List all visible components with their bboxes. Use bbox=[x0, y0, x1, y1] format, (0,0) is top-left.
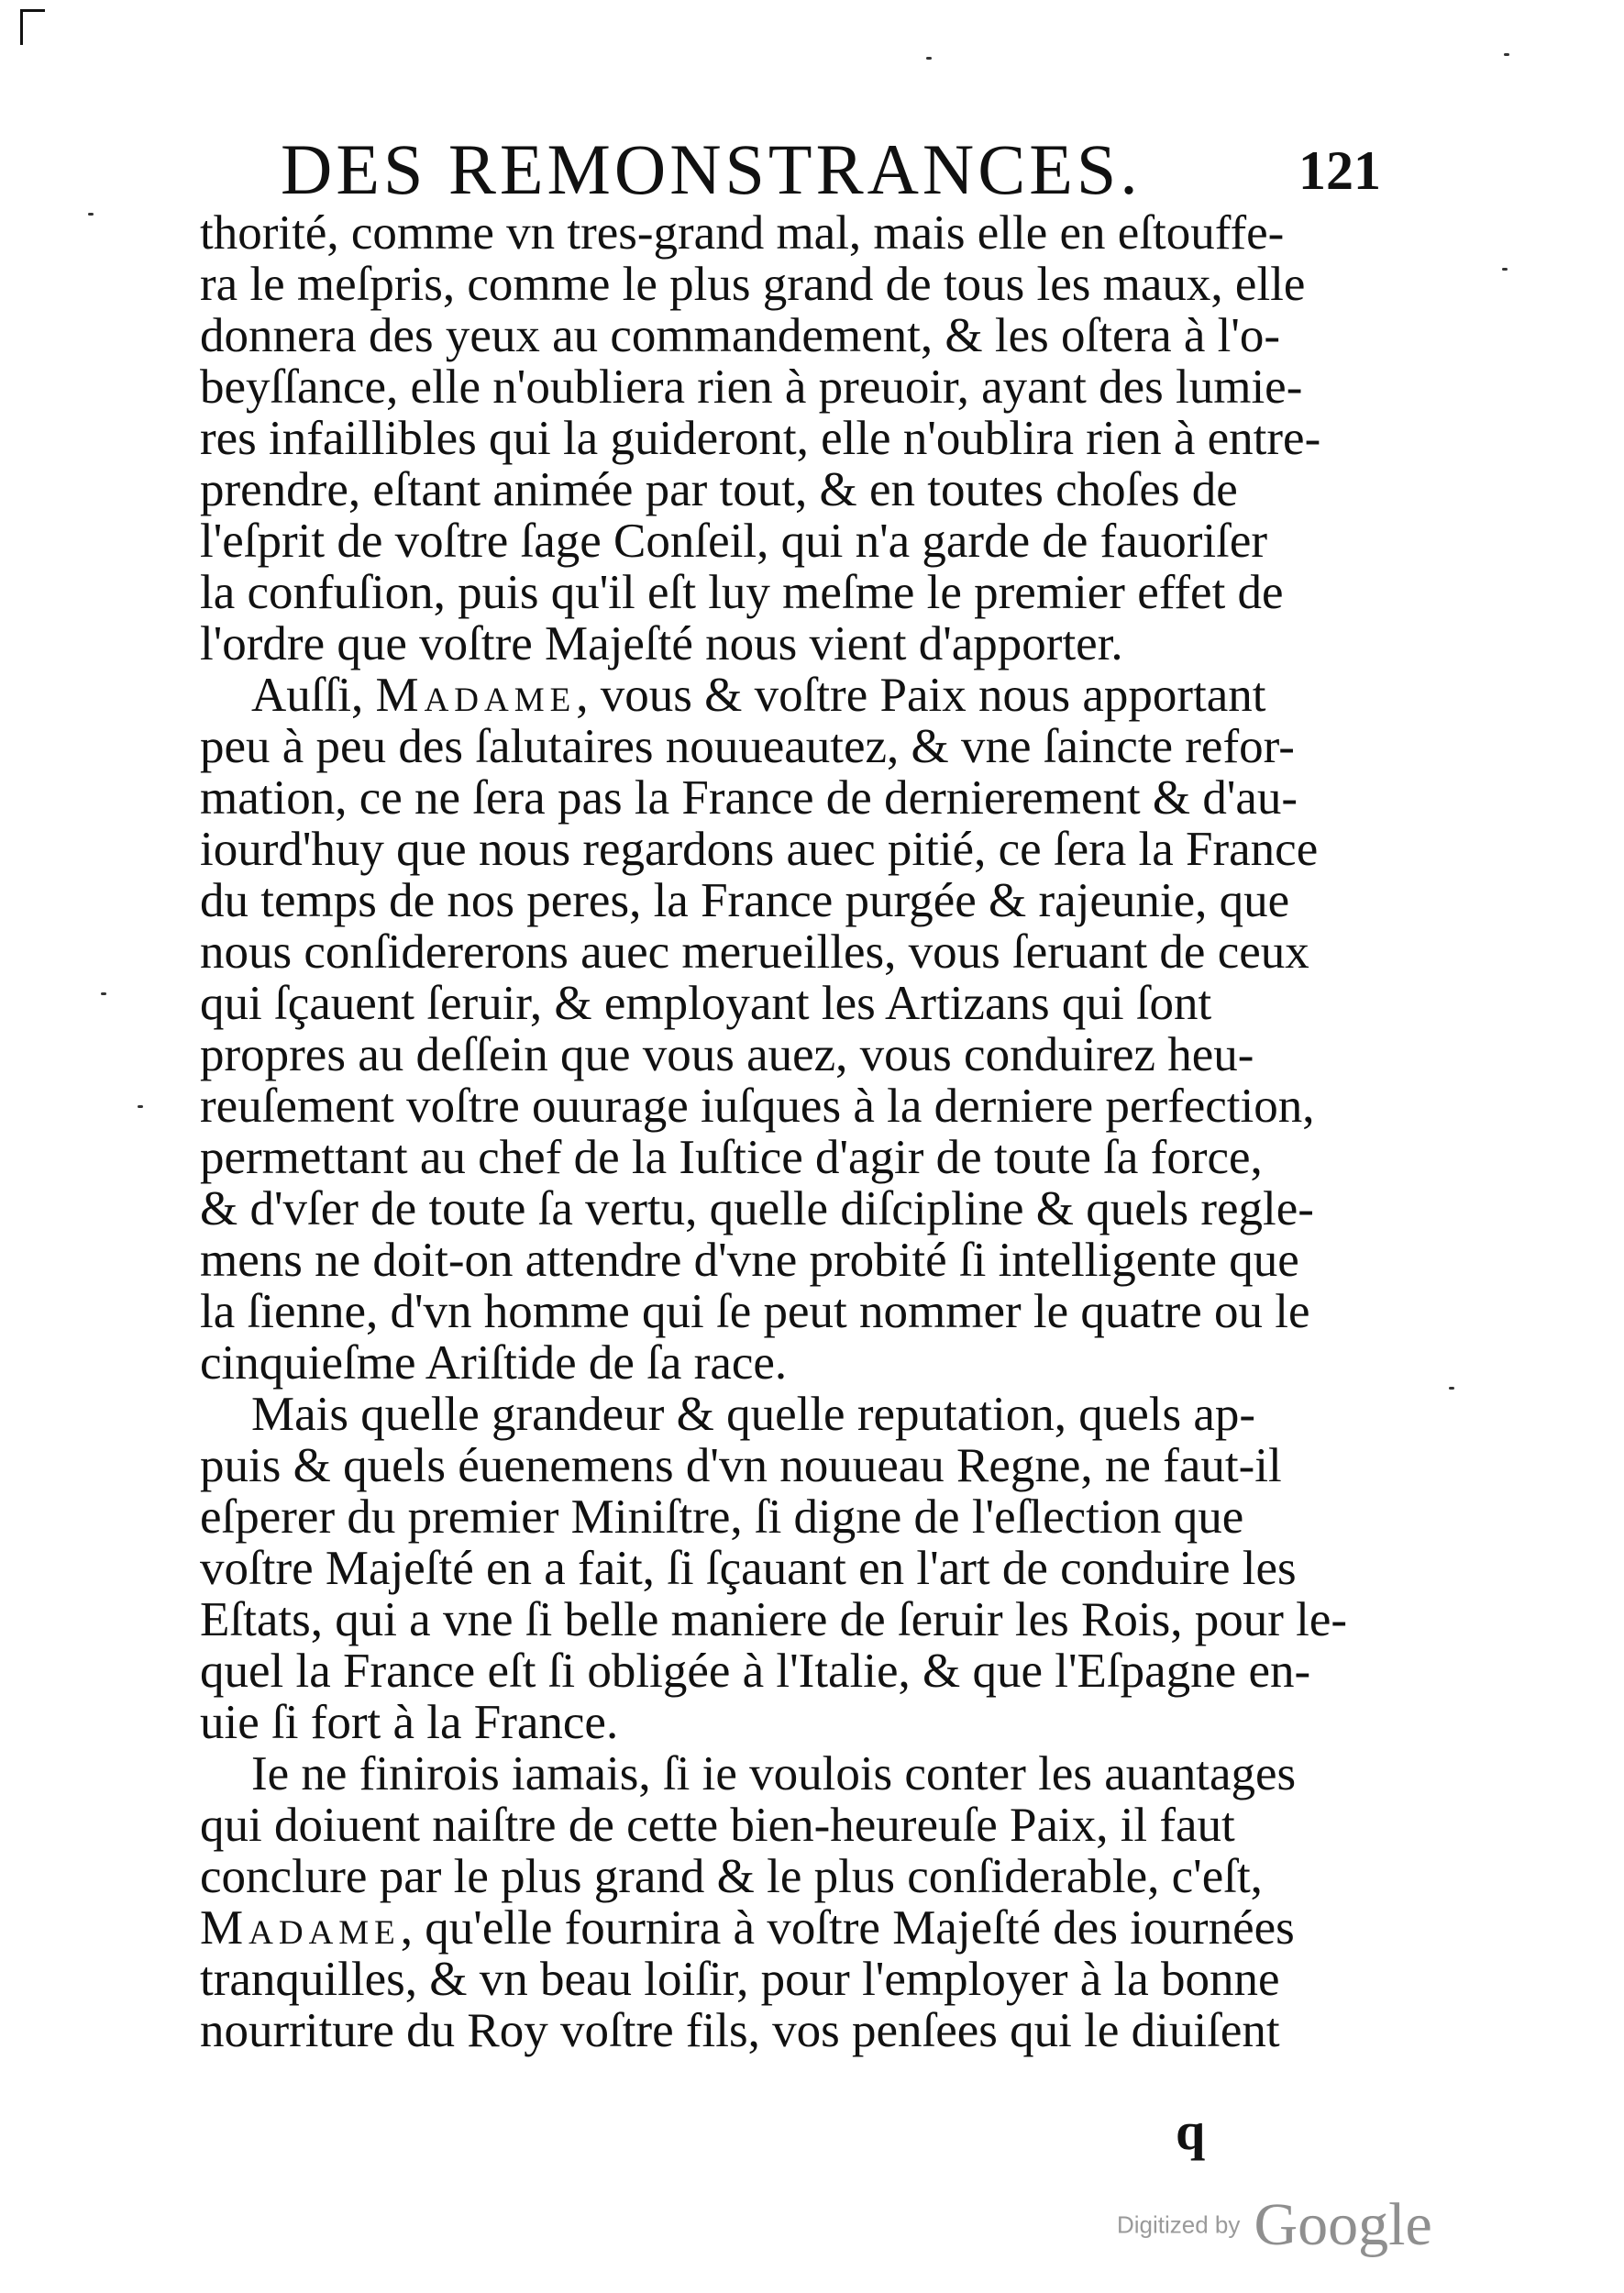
line-text: nourriture du Roy voſtre fils, vos penſees qui le diuiſent bbox=[200, 2004, 1280, 2057]
line-text: l'ordre que voſtre Majeſté nous vient d'apporter. bbox=[200, 617, 1123, 670]
text-line bbox=[200, 1594, 1353, 1645]
text-line bbox=[200, 772, 1353, 824]
text-line bbox=[200, 1902, 1353, 1954]
line-text: l'eſprit de voſtre ſage Conſeil, qui n'a garde de fauoriſer bbox=[200, 515, 1268, 568]
text-line bbox=[200, 207, 1353, 259]
text-line bbox=[200, 1851, 1353, 1902]
line-text: quel la France eſt ſi obligée à l'Italie, & que l'Eſpagne en- bbox=[200, 1645, 1311, 1698]
line-text: ra le meſpris, comme le plus grand de tous les maux, elle bbox=[200, 258, 1306, 311]
line-text: voſtre Majeſté en a fait, ſi ſçauant en l'art de conduire les bbox=[200, 1542, 1297, 1595]
text-line bbox=[200, 824, 1353, 875]
text-line bbox=[200, 1183, 1353, 1235]
text-line bbox=[200, 1491, 1353, 1543]
text-line bbox=[200, 1800, 1353, 1851]
scan-speck bbox=[1449, 1387, 1454, 1390]
line-text: iourd'huy que nous regardons auec pitié, ce ſera la France bbox=[200, 823, 1319, 876]
text-line bbox=[200, 618, 1353, 670]
text-line bbox=[200, 1337, 1353, 1389]
scan-speck bbox=[101, 992, 106, 995]
line-text: eſperer du premier Miniſtre, ſi digne de l'eſlection que bbox=[200, 1490, 1244, 1544]
line-text: propres au deſſein que vous auez, vous conduirez heu- bbox=[200, 1028, 1254, 1081]
page-number: 121 bbox=[1298, 140, 1381, 201]
line-text: puis & quels éuenemens d'vn nouueau Regne, ne faut-il bbox=[200, 1439, 1282, 1492]
line-text: qui ſçauent ſeruir, & employant les Artizans qui ſont bbox=[200, 977, 1212, 1030]
text-line bbox=[200, 515, 1353, 567]
line-text: tranquilles, & vn beau loiſir, pour l'employer à la bonne bbox=[200, 1953, 1280, 2006]
digitized-watermark bbox=[1117, 2190, 1432, 2264]
text-line bbox=[200, 1440, 1353, 1491]
line-text-post: , vous & voſtre Paix nous apportant bbox=[576, 669, 1266, 722]
text-line bbox=[200, 464, 1353, 515]
text-line bbox=[200, 1286, 1353, 1337]
text-line bbox=[200, 1954, 1353, 2005]
text-line bbox=[200, 670, 1353, 721]
text-line bbox=[200, 310, 1353, 361]
text-line bbox=[200, 2005, 1353, 2056]
corner-crop-mark bbox=[20, 9, 45, 45]
text-line bbox=[200, 875, 1353, 926]
page-header bbox=[281, 128, 1381, 211]
line-text: du temps de nos peres, la France purgée & rajeunie, que bbox=[200, 874, 1290, 927]
text-line bbox=[200, 1645, 1353, 1697]
small-caps-address: Madame bbox=[375, 669, 577, 722]
scan-speck bbox=[138, 1105, 143, 1108]
text-line bbox=[200, 1029, 1353, 1080]
text-line bbox=[200, 1748, 1353, 1800]
line-text-post: , qu'elle fournira à voſtre Majeſté des iournées bbox=[400, 1901, 1295, 1955]
signature-mark: q bbox=[1176, 2101, 1206, 2161]
text-line bbox=[200, 413, 1353, 464]
scan-speck bbox=[1504, 53, 1509, 56]
line-text: reuſement voſtre ouurage iuſques à la derniere perfection, bbox=[200, 1080, 1315, 1133]
text-line bbox=[200, 567, 1353, 618]
line-text: beyſſance, elle n'oubliera rien à preuoir, ayant des lumie- bbox=[200, 360, 1303, 414]
line-text: Ie ne finirois iamais, ſi ie voulois conter les auantages bbox=[251, 1747, 1297, 1800]
scan-speck bbox=[926, 57, 932, 60]
text-line bbox=[200, 978, 1353, 1029]
text-line bbox=[200, 1543, 1353, 1594]
scan-speck bbox=[1502, 268, 1508, 271]
text-line bbox=[200, 721, 1353, 772]
text-line bbox=[200, 1080, 1353, 1132]
text-line bbox=[200, 926, 1353, 978]
body-text bbox=[200, 207, 1353, 2056]
text-line bbox=[200, 1697, 1353, 1748]
text-line bbox=[200, 259, 1353, 310]
small-caps-address: Madame bbox=[200, 1901, 401, 1955]
line-text: res infaillibles qui la guideront, elle n'oublira rien à entre- bbox=[200, 412, 1321, 465]
line-text: prendre, eſtant animée par tout, & en toutes choſes de bbox=[200, 463, 1238, 516]
line-text: donnera des yeux au commandement, & les oſtera à l'o- bbox=[200, 309, 1281, 362]
google-logo: Google bbox=[1254, 2191, 1432, 2258]
line-text: Mais quelle grandeur & quelle reputation, quels ap- bbox=[251, 1388, 1255, 1441]
line-text: Eſtats, qui a vne ſi belle maniere de ſeruir les Rois, pour le- bbox=[200, 1593, 1348, 1646]
line-text: nous conſidererons auec merueilles, vous ſeruant de ceux bbox=[200, 925, 1309, 979]
line-text: & d'vſer de toute ſa vertu, quelle diſcipline & quels regle- bbox=[200, 1182, 1314, 1235]
line-text: cinquieſme Ariſtide de ſa race. bbox=[200, 1336, 788, 1390]
text-line bbox=[200, 1389, 1353, 1440]
text-line bbox=[200, 361, 1353, 413]
line-text: mens ne doit-on attendre d'vne probité ſi intelligente que bbox=[200, 1234, 1299, 1287]
line-text: conclure par le plus grand & le plus conſiderable, c'eſt, bbox=[200, 1850, 1263, 1903]
line-text: thorité, comme vn tres-grand mal, mais elle en eſtouffe- bbox=[200, 206, 1285, 260]
line-text-pre: Auſſi, bbox=[251, 669, 376, 722]
watermark-prefix: Digitized by bbox=[1117, 2210, 1241, 2239]
text-line bbox=[200, 1132, 1353, 1183]
scan-speck bbox=[88, 213, 94, 216]
text-line bbox=[200, 1235, 1353, 1286]
line-text: permettant au chef de la Iuſtice d'agir de toute ſa force, bbox=[200, 1131, 1263, 1184]
running-head: DES REMONSTRANCES. bbox=[281, 129, 1142, 209]
line-text: peu à peu des ſalutaires nouueautez, & vne ſaincte refor- bbox=[200, 720, 1295, 773]
line-text: la ſienne, d'vn homme qui ſe peut nommer le quatre ou le bbox=[200, 1285, 1310, 1338]
line-text: mation, ce ne ſera pas la France de dernierement & d'au- bbox=[200, 771, 1298, 825]
line-text: la confuſion, puis qu'il eſt luy meſme le premier effet de bbox=[200, 566, 1284, 619]
line-text: uie ſi fort à la France. bbox=[200, 1696, 619, 1749]
line-text: qui doiuent naiſtre de cette bien-heureuſe Paix, il faut bbox=[200, 1799, 1235, 1852]
